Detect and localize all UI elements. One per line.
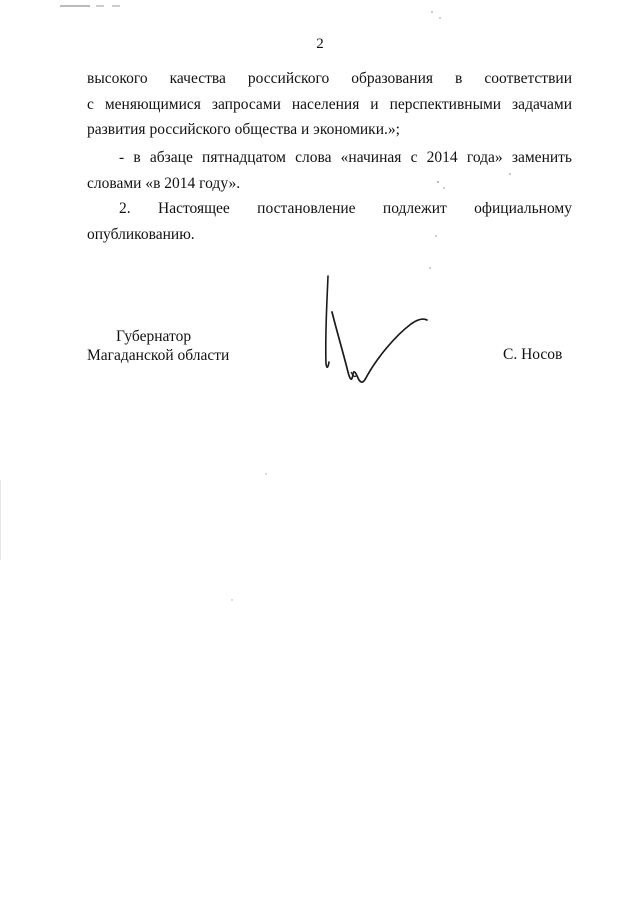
paragraph-amendment — [87, 145, 572, 196]
paragraph-continuation — [87, 66, 572, 143]
text-line: высокого качества российского образования в соответствии — [87, 70, 572, 87]
title-line: Магаданской области — [87, 347, 230, 364]
text-line: - в абзаце пятнадцатом слова «начиная с 2014 года» заменить — [119, 149, 572, 166]
handwritten-signature — [315, 272, 445, 392]
text-line: 2. Настоящее постановление подлежит официальному — [119, 200, 572, 217]
text-line: опубликованию. — [87, 225, 195, 243]
signatory-name: С. Носов — [503, 346, 563, 363]
page-number: 2 — [316, 36, 324, 52]
text-line: развития российского общества и экономики.»; — [87, 121, 400, 138]
signatory-title — [87, 327, 229, 365]
text-line: с меняющимися запросами населения и перспективными задачами — [87, 95, 572, 113]
text-line: словами «в 2014 году». — [87, 174, 241, 192]
title-line: Губернатор — [116, 328, 192, 345]
paragraph-publication — [87, 196, 572, 247]
